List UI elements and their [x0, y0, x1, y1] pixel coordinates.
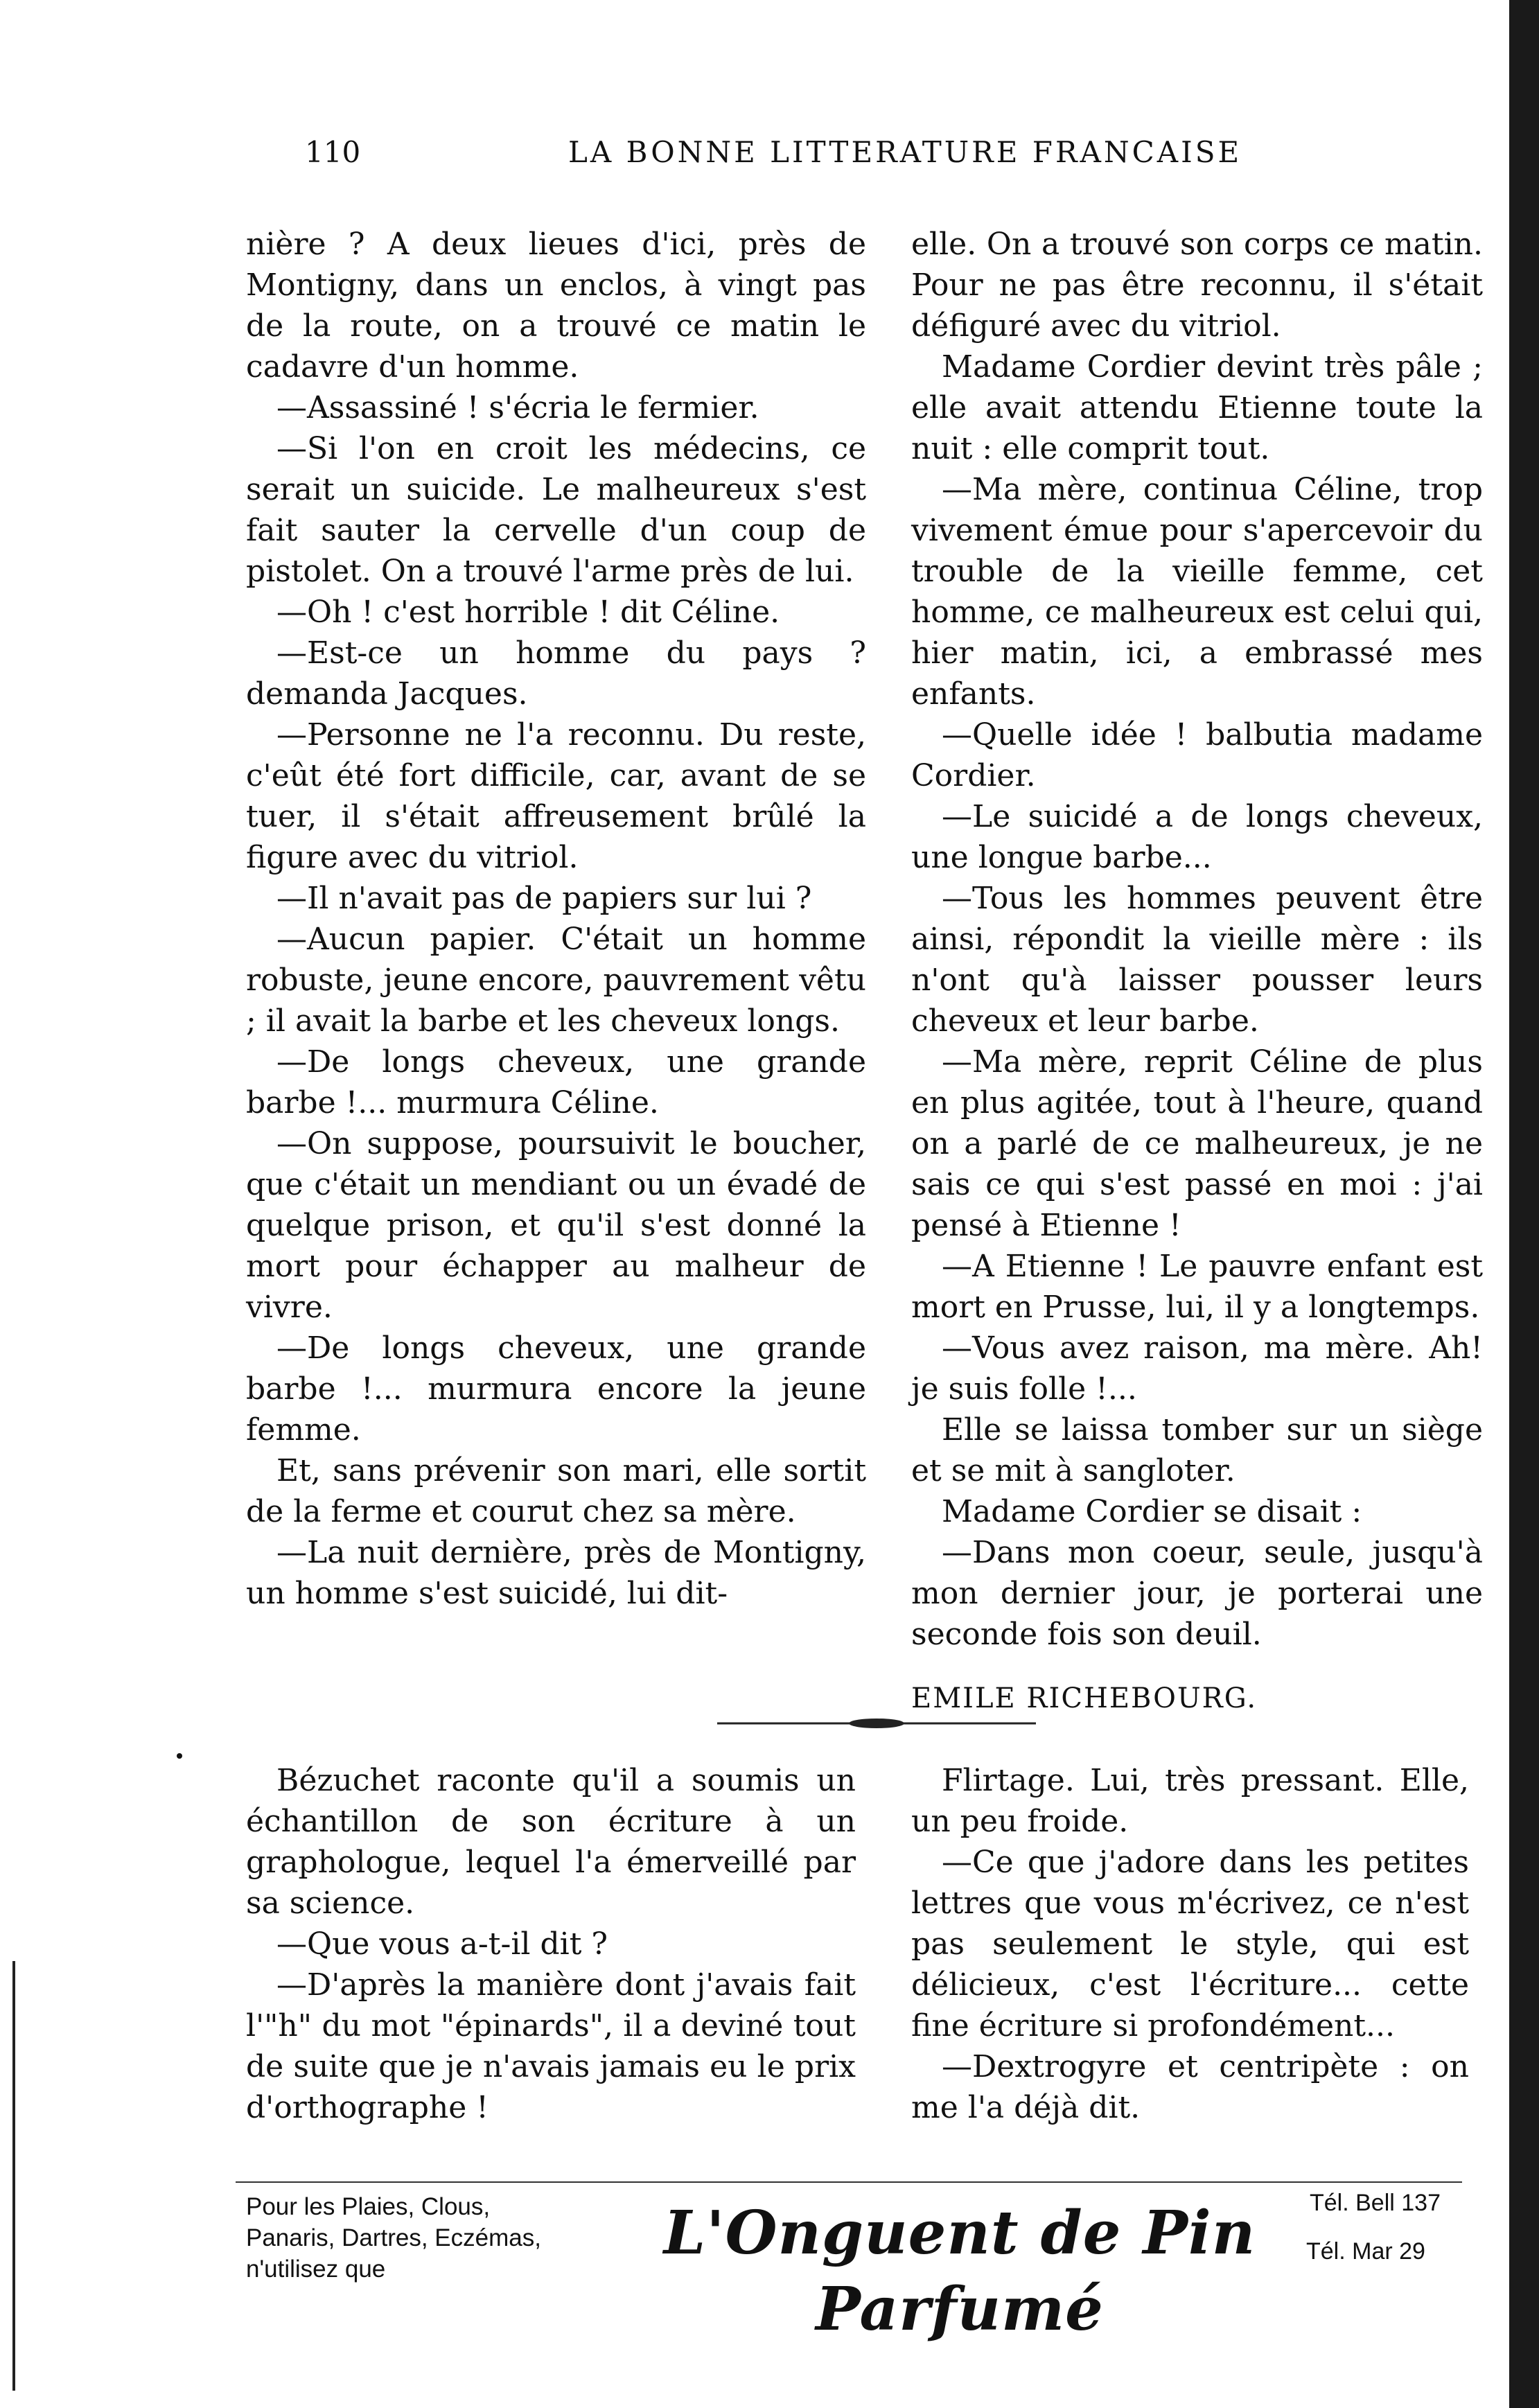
story-paragraph: elle. On a trouvé son corps ce matin. Pour ne pas être reconnu, il s'était défiguré avec du vitriol. [911, 227, 1483, 344]
advertisement-rule [236, 2181, 1462, 2183]
advertisement-phone: Tél. Bell 137 [1310, 2190, 1441, 2216]
advertisement-brand: L'Onguent de Pin Parfumé [663, 2198, 1256, 2344]
story-left-column [246, 224, 866, 1614]
joke-paragraph: —Ce que j'adore dans les petites lettres que vous m'écrivez, ce n'est pas seulement le style, qui est délicieux, c'est l'écriture... cette fine écriture si profondément... [911, 1845, 1469, 2044]
story-paragraph: —Ma mère, continua Céline, trop vivement émue pour s'apercevoir du trouble de la vieille femme, cet homme, ce malheureux est celui qui, hier matin, ici, a embrassé mes enfants. [911, 472, 1483, 712]
story-paragraph: —Quelle idée ! balbutia madame Cordier. [911, 717, 1483, 793]
story-paragraph: Madame Cordier devint très pâle ; elle avait attendu Etienne toute la nuit : elle comprit tout. [911, 349, 1483, 466]
joke-left-column [246, 1760, 856, 2128]
joke-paragraph: —Dextrogyre et centripète : on me l'a déjà dit. [911, 2049, 1469, 2125]
story-paragraph: —Il n'avait pas de papiers sur lui ? [276, 881, 812, 916]
advertisement-line: n'utilisez que [246, 2256, 386, 2283]
author-signature: EMILE RICHEBOURG. [911, 1682, 1258, 1714]
story-paragraph: nière ? A deux lieues d'ici, près de Montigny, dans un enclos, à vingt pas de la route, on a trouvé ce matin le cadavre d'un homme. [246, 227, 866, 385]
scan-edge-line [12, 1961, 15, 2391]
joke-paragraph: Bézuchet raconte qu'il a soumis un échantillon de son écriture à un graphologue, lequel l'a émerveillé par sa science. [246, 1763, 856, 1921]
story-right-column [911, 224, 1483, 1719]
section-divider [717, 1715, 1036, 1732]
page-number: 110 [305, 135, 361, 169]
story-paragraph: —Oh ! c'est horrible ! dit Céline. [276, 595, 780, 630]
story-paragraph: —Tous les hommes peuvent être ainsi, répondit la vieille mère : ils n'ont qu'à laisser pousser leurs cheveux et leur barbe. [911, 881, 1483, 1039]
advertisement-line: Panaris, Dartres, Eczémas, [246, 2224, 541, 2251]
story-paragraph: —Dans mon coeur, seule, jusqu'à mon dernier jour, je porterai une seconde fois son deuil. [911, 1535, 1483, 1652]
story-paragraph: —De longs cheveux, une grande barbe !... murmura Céline. [246, 1044, 866, 1120]
joke-paragraph: —D'après la manière dont j'avais fait l'"h" du mot "épinards", il a deviné tout de suite que je n'avais jamais eu le prix d'orthographe ! [246, 1967, 856, 2125]
story-paragraph: —De longs cheveux, une grande barbe !... murmura encore la jeune femme. [246, 1330, 866, 1448]
scan-edge-shadow [1509, 0, 1539, 2408]
story-paragraph: —Assassiné ! s'écria le fermier. [276, 390, 759, 425]
story-paragraph: Elle se laissa tomber sur un siège et se mit à sangloter. [911, 1412, 1483, 1488]
joke-right-column [911, 1760, 1469, 2128]
story-paragraph: Et, sans prévenir son mari, elle sortit de la ferme et courut chez sa mère. [246, 1453, 866, 1529]
story-paragraph: —Personne ne l'a reconnu. Du reste, c'eût été fort difficile, car, avant de se tuer, il s'était affreusement brûlé la figure avec du vitriol. [246, 717, 866, 875]
story-paragraph: —Ma mère, reprit Céline de plus en plus agitée, tout à l'heure, quand on a parlé de ce malheureux, je ne sais ce qui s'est passé en moi : j'ai pensé à Etienne ! [911, 1044, 1483, 1243]
story-paragraph: —On suppose, poursuivit le boucher, que c'était un mendiant ou un évadé de quelque prison, et qu'il s'est donné la mort pour échapper au malheur de vivre. [246, 1126, 866, 1325]
running-title: LA BONNE LITTERATURE FRANCAISE [568, 135, 1242, 169]
story-paragraph: —Le suicidé a de longs cheveux, une longue barbe... [911, 799, 1483, 875]
story-paragraph: —A Etienne ! Le pauvre enfant est mort en Prusse, lui, il y a longtemps. [911, 1249, 1483, 1325]
scan-speck [177, 1753, 182, 1759]
story-paragraph: —Est-ce un homme du pays ? demanda Jacques. [246, 635, 866, 712]
story-paragraph: —Aucun papier. C'était un homme robuste, jeune encore, pauvrement vêtu ; il avait la barbe et les cheveux longs. [246, 922, 866, 1039]
advertisement-phone: Tél. Mar 29 [1306, 2238, 1425, 2265]
joke-paragraph: Flirtage. Lui, très pressant. Elle, un peu froide. [911, 1763, 1469, 1839]
advertisement-line: Pour les Plaies, Clous, [246, 2193, 491, 2220]
story-paragraph: —Vous avez raison, ma mère. Ah! je suis folle !... [911, 1330, 1483, 1407]
story-paragraph: —Si l'on en croit les médecins, ce serait un suicide. Le malheureux s'est fait sauter la cervelle d'un coup de pistolet. On a trouvé l'arme près de lui. [246, 431, 866, 589]
story-paragraph: —La nuit dernière, près de Montigny, un homme s'est suicidé, lui dit- [246, 1535, 866, 1611]
joke-paragraph: —Que vous a-t-il dit ? [276, 1926, 608, 1962]
advertisement-text [246, 2191, 620, 2285]
page-header [305, 135, 1289, 184]
story-paragraph: Madame Cordier se disait : [942, 1494, 1362, 1529]
